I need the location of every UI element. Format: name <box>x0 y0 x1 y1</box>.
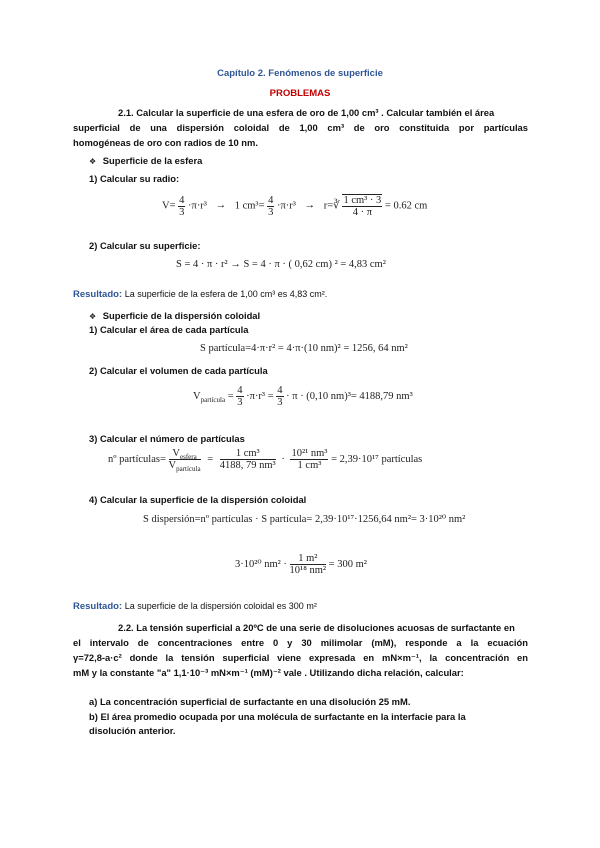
result-dispersion: Resultado: La superficie de la dispersión coloidal es 300 m² <box>73 601 317 612</box>
section-title: PROBLEMAS <box>269 88 331 99</box>
item-b-line-2: disolución anterior. <box>89 725 176 736</box>
item-b-line-1: b) El área promedio ocupada por una molécula de surfactante en la interfacie para la <box>89 711 466 722</box>
equation-dispersion: S dispersión=nº partículas · S partícula= 2,39·10¹⁷·1256,64 nm²= 3·10²⁰ nm² <box>143 514 466 525</box>
step-dispersion-label: 4) Calcular la superficie de la dispersión coloidal <box>89 494 307 505</box>
step-surface-label: 2) Calcular su superficie: <box>89 240 201 251</box>
equation-conversion: 3·10²⁰ nm² · $\frac{\text{1 m²}}{\text{10¹⁸ nm²}}$ = 300 m² <box>235 553 367 576</box>
problem1-line-2: superficial de una dispersión coloidal de 1,00 cm³ de oro constituida por partículas <box>73 122 528 133</box>
equation-radius: V= $\frac{4}{3}$ ·π·r³ → 1 cm³= $\frac{4}{3}$ ·π·r³ → r=∛ $\frac{\text{1 cm³ · 3}}{4 \cdot \pi}$ = 0.62 cm <box>162 194 428 218</box>
diamond-bullet-icon: ❖ <box>89 312 97 321</box>
step-count-label: 3) Calcular el número de partículas <box>89 433 245 444</box>
item-a: a) La concentración superficial de surfactante en una disolución 25 mM. <box>89 696 411 707</box>
step-volume-label: 2) Calcular el volumen de cada partícula <box>89 365 268 376</box>
bullet-dispersion: ❖ Superficie de la dispersión coloidal <box>89 310 261 321</box>
chapter-title: Capítulo 2. Fenómenos de superficie <box>217 68 383 79</box>
problem2-line-1: 2.2. La tensión superficial a 20ºC de una serie de disoluciones acuosas de surfactante en <box>118 622 515 633</box>
result-esfera: Resultado: La superficie de la esfera de 1,00 cm³ es 4,83 cm². <box>73 289 328 300</box>
equation-area: S partícula=4·π·r² = 4·π·(10 nm)² = 1256, 64 nm² <box>200 343 408 354</box>
problem1-line-1: 2.1. Calcular la superficie de una esfera de oro de 1,00 cm³ . Calcular también el área <box>118 107 495 118</box>
bullet-esfera: ❖ Superficie de la esfera <box>89 155 203 166</box>
diamond-bullet-icon: ❖ <box>89 157 97 166</box>
equation-surface: S = 4 · π · r² → S = 4 · π · ( 0,62 cm) ² = 4,83 cm² <box>176 259 386 270</box>
problem1-line-3: homogéneas de oro con radios de 10 nm. <box>73 137 258 148</box>
equation-count: nº partículas= $\frac{V_{esfera}}{V_{partícula}}$ = $\frac{\text{1 cm³}}{\text{4188, 79 nm³}}$ · $\frac{\text{10²¹ nm³}}{\text{1 cm³}}$ = 2,39·10¹⁷ partículas <box>108 448 423 474</box>
step-area-label: 1) Calcular el área de cada partícula <box>89 324 249 335</box>
equation-volume: $V_{partícula}$ = $\frac{4}{3}$ ·π·r³ = $\frac{4}{3}$ · π · (0,10 nm)³= 4188,79 nm³ <box>193 385 413 408</box>
step-radius-label: 1) Calcular su radio: <box>89 173 180 184</box>
problem2-line-4: mM y la constante "a" 1,1·10⁻³ mN×m⁻¹ (mM)⁻² vale . Utilizando dicha relación, calcular: <box>73 667 464 678</box>
problem2-line-2: el intervalo de concentraciones entre 0 y 30 milimolar (mM), responde a la ecuación <box>73 637 528 648</box>
problem2-line-3: γ=72,8-a·c² donde la tensión superficial viene expresada en mN×m⁻¹, la concentración en <box>73 652 528 663</box>
